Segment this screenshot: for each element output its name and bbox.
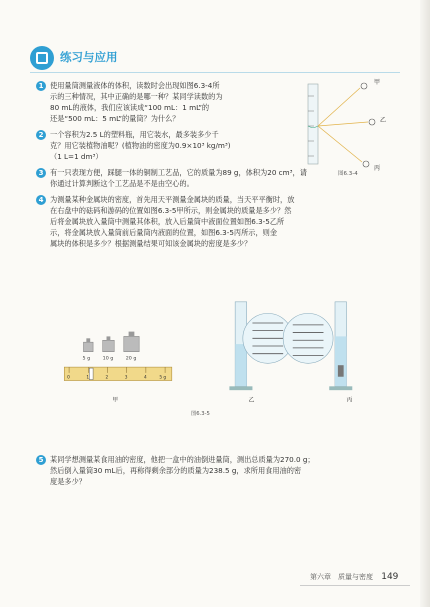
question-line: 有一只表现方便，踩腿一体的铜制工艺品，它的质量为89 g，体积为20 cm³，请 <box>50 168 307 177</box>
tick-label: 0 <box>67 375 70 381</box>
figure-caption: 图6.3-4 <box>338 171 358 176</box>
question-line: 克？用它装植物油呢？(植物油的密度为0.9×10³ kg/m³) <box>50 141 231 150</box>
pencil-icon <box>30 46 54 70</box>
graduated-cylinder <box>283 302 352 390</box>
weight-set <box>83 332 140 362</box>
fig-label: 丙 <box>374 165 381 172</box>
question-3 <box>38 167 400 189</box>
tick-label: 4 <box>143 375 147 381</box>
fig-label: 丙 <box>346 397 353 404</box>
question-line: 一个容积为2.5 L的塑料瓶，用它装水，最多装多少千 <box>50 130 219 139</box>
weight-label: 5 g <box>82 356 91 362</box>
metal-block <box>338 365 344 377</box>
page-edge <box>420 0 430 607</box>
figure-caption: 图6.3-5 <box>191 411 210 418</box>
chapter-title: 第六章 质量与密度 <box>310 573 373 581</box>
weight-label: 10 g <box>102 356 114 362</box>
tick-label: 1 <box>86 375 90 381</box>
question-number: 1 <box>36 81 46 91</box>
question-number: 2 <box>36 130 46 140</box>
fig-label: 乙 <box>380 117 387 124</box>
question-line: 示的三种情况，其中正确的是哪一种？某同学读数的为 <box>50 92 223 101</box>
fig-label: 乙 <box>248 397 255 404</box>
eye-icon <box>361 83 367 89</box>
tick-label: 2 <box>105 375 109 381</box>
question-line: 为测量某种金属块的密度，首先用天平测量金属块的质量，当天平平衡时，放 <box>50 195 295 204</box>
question-2 <box>38 129 310 162</box>
question-line: 还是“500 mL：5 mL”的量筒？为什么？ <box>50 114 180 123</box>
section-title: 练习与应用 <box>60 50 118 64</box>
fig-label: 甲 <box>112 397 119 404</box>
fig-label: 甲 <box>374 79 381 86</box>
question-line: 属块的体积是多少？根据测量结果可知该金属块的密度是多少？ <box>50 239 252 248</box>
question-line: 某同学想测量某食用油的密度，他把一盒中的油倒进量筒，测出总质量为270.0 g； <box>50 455 315 464</box>
rider-icon <box>89 368 93 380</box>
eye-icon <box>369 119 375 125</box>
question-line: 80 mL的液体，我们应该读成“100 mL：1 mL”的 <box>50 103 210 112</box>
question-number: 3 <box>36 168 46 178</box>
graduated-cylinder <box>229 302 292 390</box>
page-number: 149 <box>381 572 399 582</box>
question-5 <box>38 454 400 487</box>
page-footer <box>310 572 398 582</box>
question-line: 你通过计算判断这个工艺品是不是由空心的。 <box>50 179 194 188</box>
figure-6-3-5 <box>40 298 390 418</box>
question-4 <box>38 194 400 249</box>
balance-scale-ruler <box>64 367 172 381</box>
tick-label: 3 <box>124 375 128 381</box>
question-line: 然后倒入量筒30 mL后，再称得剩余部分的质量为238.5 g，求所用食用油的密 <box>50 466 302 475</box>
header-rule <box>30 72 400 73</box>
question-1 <box>38 80 285 124</box>
tick-label: 5 g <box>159 375 167 381</box>
question-line: 后将金属块放入量筒中测量其体积，放入后量筒中液面位置如图6.3-5乙所 <box>50 217 285 226</box>
weight-label: 20 g <box>125 356 137 362</box>
question-line: 示，将金属块放入量筒前后量筒内液面的位置，如图6.3-5丙所示，则金 <box>50 228 278 237</box>
question-line: 在右盘中的砝码和游码的位置如图6.3-5甲所示，则金属块的质量是多少？然 <box>50 206 292 215</box>
question-number: 4 <box>36 195 46 205</box>
question-line: 使用量筒测量液体的体积，读数时会出现如图6.3-4所 <box>50 81 220 90</box>
question-line: 度是多少？ <box>50 477 86 486</box>
question-line: （1 L=1 dm³） <box>50 152 103 161</box>
question-number: 5 <box>36 455 46 465</box>
footer-rule <box>300 585 410 586</box>
